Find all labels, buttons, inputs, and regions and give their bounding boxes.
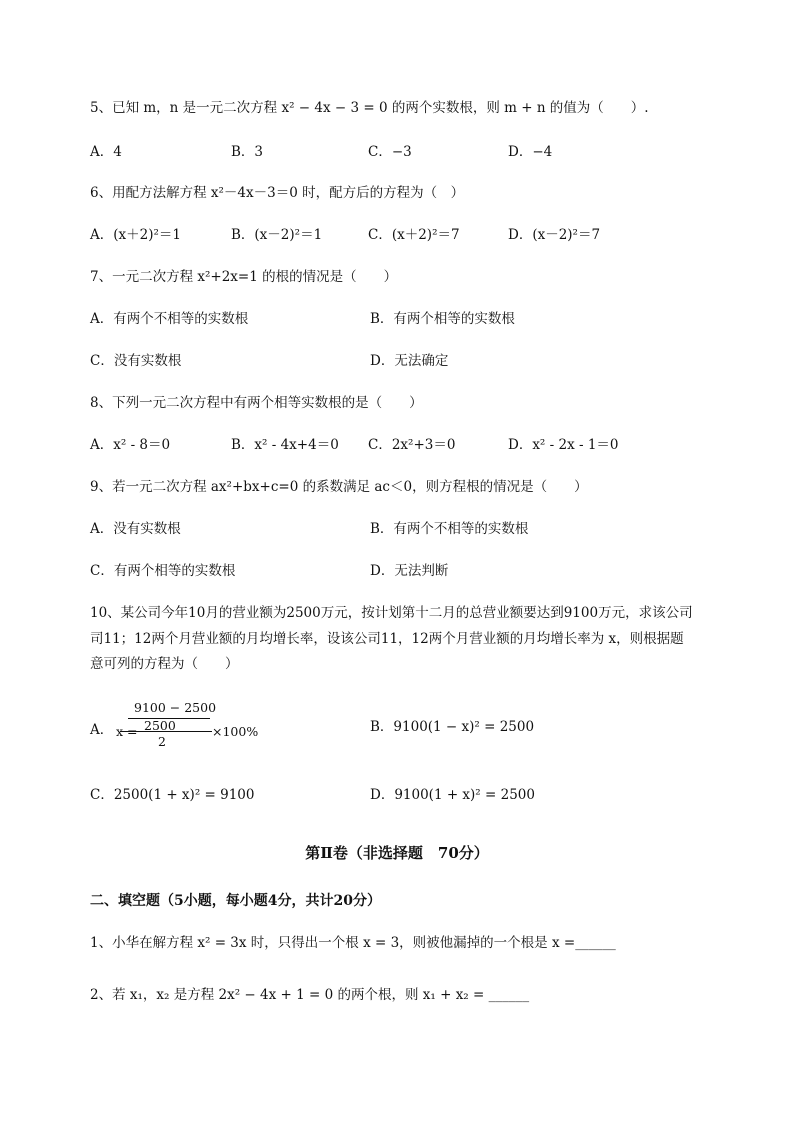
q6-options: [90, 226, 740, 244]
q8-option-b[interactable]: B．x² - 4x+4＝0: [231, 437, 339, 453]
q10-stem-line3: 意可列的方程为（ ）: [90, 656, 239, 672]
q10-option-b[interactable]: B．9100(1 − x)² = 2500: [370, 719, 535, 735]
q7-option-b[interactable]: B．有两个相等的实数根: [370, 311, 515, 327]
section2-heading: 二、填空题（5小题，每小题4分，共计20分）: [90, 893, 381, 909]
q5-option-d[interactable]: D．−4: [508, 144, 553, 160]
q10-option-a-x: x =: [116, 724, 138, 739]
q7-options-row2: [90, 352, 740, 370]
q6-option-b[interactable]: B．(x－2)²＝1: [231, 227, 323, 243]
q5-option-b[interactable]: B．3: [231, 144, 264, 160]
q7-stem: 7、一元二次方程 x²+2x=1 的根的情况是（ ）: [90, 269, 398, 285]
q10-option-a-label: A．: [90, 722, 114, 738]
q10-option-d[interactable]: D．9100(1 + x)² = 2500: [370, 787, 535, 803]
q8-stem: 8、下列一元二次方程中有两个相等实数根的是（ ）: [90, 395, 423, 411]
fill-question-2: 2、若 x₁，x₂ 是方程 2x² − 4x + 1 = 0 的两个根，则 x₁ + x₂ = ______: [90, 987, 530, 1003]
q10-option-a-percent: ×100%: [212, 724, 259, 739]
q9-options-row2: [90, 562, 740, 580]
q5-stem: 5、已知 m，n 是一元二次方程 x² − 4x − 3 = 0 的两个实数根，则 m + n 的值为（ ）.: [90, 100, 649, 116]
q5-option-a[interactable]: A．4: [90, 144, 122, 160]
q10-stem-line1: 10、某公司今年10月的营业额为2500万元，按计划第十二月的总营业额要达到9100万元，求该公司: [90, 605, 693, 621]
fill-question-1: 1、小华在解方程 x² = 3x 时，只得出一个根 x = 3，则被他漏掉的一个根是 x =______: [90, 935, 616, 951]
q8-option-a[interactable]: A．x² - 8＝0: [90, 437, 171, 453]
q7-options-row1: [90, 310, 740, 328]
q9-stem: 9、若一元二次方程 ax²+bx+c=0 的系数满足 ac＜0，则方程根的情况是（ ）: [90, 479, 588, 495]
q9-option-c[interactable]: C．有两个相等的实数根: [90, 563, 236, 579]
q10-option-a-numerator-bottom: 2500: [144, 718, 176, 733]
q10-stem-line2: 司11；12两个月营业额的月均增长率，设该公司11，12两个月营业额的月均增长率为 x，则根据题: [90, 631, 684, 647]
q6-option-c[interactable]: C．(x＋2)²＝7: [368, 227, 460, 243]
q5-option-c[interactable]: C．−3: [368, 144, 412, 160]
q9-option-a[interactable]: A．没有实数根: [90, 521, 181, 537]
q8-option-d[interactable]: D．x² - 2x - 1＝0: [508, 437, 619, 453]
q10-options-row1: [90, 718, 740, 736]
q8-option-c[interactable]: C．2x²+3＝0: [368, 437, 456, 453]
q7-option-c[interactable]: C．没有实数根: [90, 353, 182, 369]
q6-option-d[interactable]: D．(x－2)²＝7: [508, 227, 601, 243]
q10-option-c[interactable]: C．2500(1 + x)² = 9100: [90, 787, 255, 803]
q10-option-a-numerator-top: 9100 − 2500: [134, 700, 217, 715]
q8-options: [90, 436, 740, 454]
q9-options-row1: [90, 520, 740, 538]
q10-options-row2: [90, 786, 740, 804]
q7-option-a[interactable]: A．有两个不相等的实数根: [90, 311, 249, 327]
q6-option-a[interactable]: A．(x＋2)²＝1: [90, 227, 181, 243]
q7-option-d[interactable]: D．无法确定: [370, 353, 449, 369]
q9-option-d[interactable]: D．无法判断: [370, 563, 449, 579]
q10-option-a-denominator: 2: [158, 734, 166, 749]
q5-options: [90, 143, 740, 161]
part2-title: 第Ⅱ卷（非选择题 70分）: [305, 844, 489, 862]
q6-stem: 6、用配方法解方程 x²－4x－3＝0 时，配方后的方程为（ ）: [90, 185, 465, 201]
q9-option-b[interactable]: B．有两个不相等的实数根: [370, 521, 529, 537]
